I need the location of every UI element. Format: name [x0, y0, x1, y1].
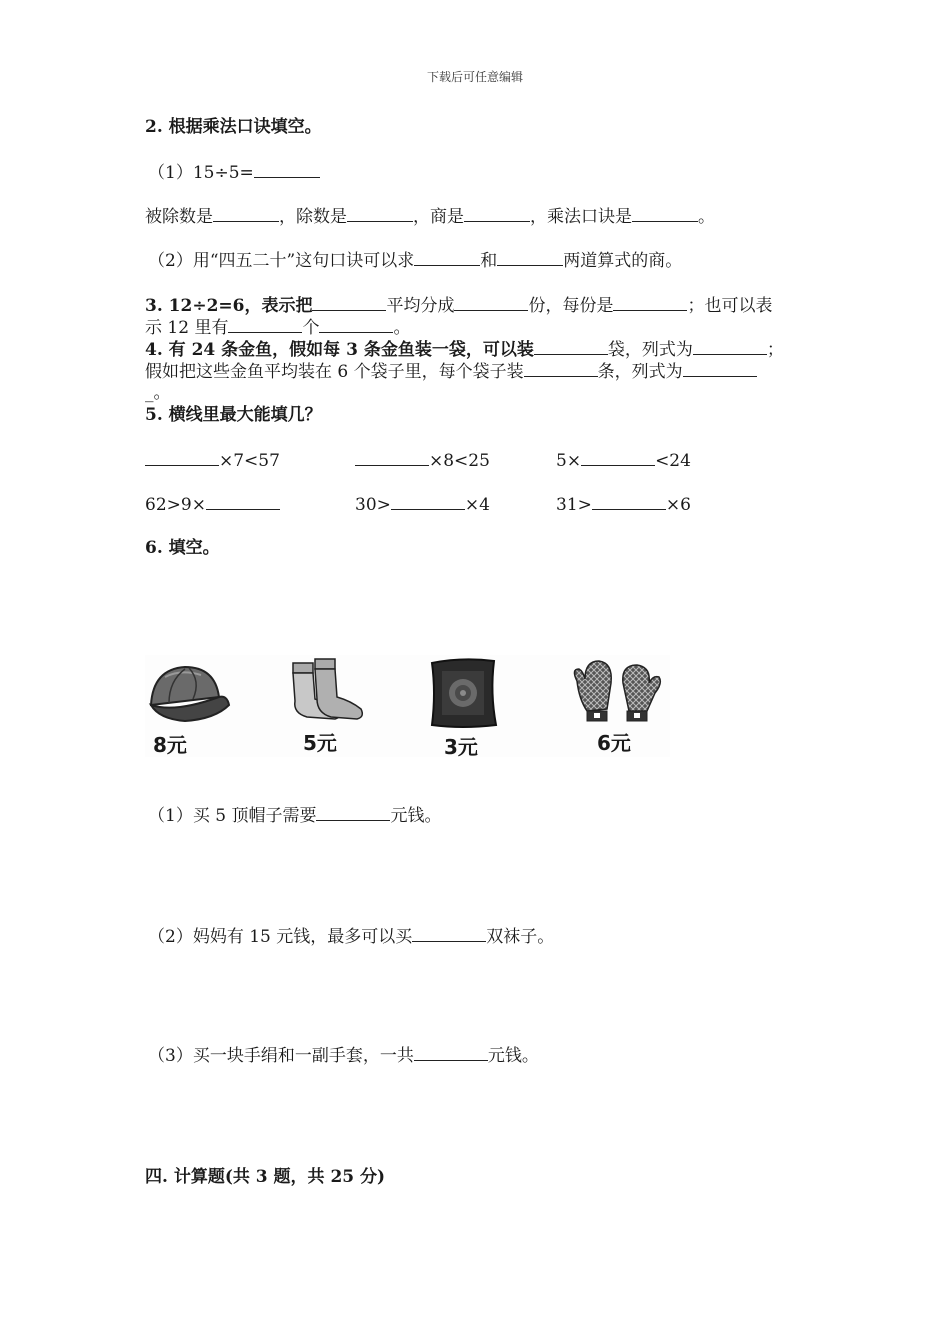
q4-blank-2[interactable] — [693, 338, 767, 355]
q4-text-3: ； — [766, 340, 784, 360]
q3-text-5: 示 12 里有 — [145, 318, 229, 338]
q6-sub2-blank[interactable] — [412, 925, 486, 942]
q2-part1-blank[interactable] — [254, 161, 320, 178]
q4-line1 — [145, 338, 784, 361]
page-header: 下载后可任意编辑 — [426, 70, 523, 84]
q4-text-1: 4. 有 24 条金鱼，假如每 3 条金鱼装一袋，可以装 — [145, 340, 534, 360]
q6-sub1-blank[interactable] — [316, 804, 390, 821]
q5-r1c2-blank[interactable] — [355, 449, 429, 466]
hat-item — [145, 655, 255, 757]
handkerchief-price: 3元 — [444, 735, 478, 759]
q5-r2c2-text-b: ×4 — [464, 495, 490, 515]
q5-r1c3-text-b: <24 — [655, 451, 691, 471]
q4-line2 — [145, 360, 757, 383]
q3-text-7: 。 — [393, 318, 411, 338]
q3-text-6: 个 — [302, 318, 320, 338]
q5-r1c3-blank[interactable] — [581, 449, 655, 466]
q2-fill-text-3: ，商是 — [413, 207, 464, 227]
blank-formula[interactable] — [632, 205, 698, 222]
q4-text-4: 假如把这些金鱼平均装在 6 个袋子里，每个袋子装 — [145, 362, 524, 382]
q5-r1c3 — [556, 449, 691, 472]
q5-r1c1 — [145, 449, 280, 472]
q6-sub3-text-2: 元钱。 — [487, 1046, 539, 1066]
q2-fill-text-2: ，除数是 — [279, 207, 347, 227]
q5-r2c1 — [145, 493, 280, 516]
q2-fill-text-4: ，乘法口诀是 — [530, 207, 632, 227]
q6-sub1-text-2: 元钱。 — [390, 806, 442, 826]
q2-fill-text-5: 。 — [698, 207, 715, 227]
q2-fill-text-1: 被除数是 — [145, 207, 213, 227]
q2-part2-text-2: 和 — [480, 251, 498, 271]
q2-part1-text: （1）15÷5= — [148, 163, 254, 183]
q4-blank-3[interactable] — [524, 360, 598, 377]
q5-r2c1-text: 62>9× — [145, 495, 206, 515]
q3-line2 — [145, 316, 410, 339]
q5-r2c3-text-a: 31> — [556, 495, 592, 515]
gloves-item — [567, 655, 677, 757]
q5-r2c2 — [355, 493, 490, 516]
q5-r2c3-text-b: ×6 — [665, 495, 691, 515]
blank-divisor[interactable] — [347, 205, 413, 222]
q5-title: 5. 横线里最大能填几？ — [145, 405, 322, 425]
q6-sub2-text-2: 双袜子。 — [486, 927, 555, 947]
blank-quotient[interactable] — [464, 205, 530, 222]
q2-title: 2. 根据乘法口诀填空。 — [145, 117, 322, 137]
q3-text-2: 平均分成 — [386, 296, 455, 316]
q5-r2c3 — [556, 493, 691, 516]
q3-text-1: 3. 12÷2=6，表示把 — [145, 296, 313, 316]
price-illustration — [145, 655, 670, 757]
q6-sub1-text-1: （1）买 5 顶帽子需要 — [148, 806, 317, 826]
socks-price: 5元 — [303, 731, 337, 755]
q2-part2 — [148, 249, 682, 272]
q3-line1 — [145, 294, 772, 317]
q4-text-2: 袋，列式为 — [607, 340, 693, 360]
q3-blank-1[interactable] — [312, 294, 386, 311]
q6-sub3-blank[interactable] — [414, 1044, 488, 1061]
socks-icon — [285, 655, 395, 727]
q3-blank-3[interactable] — [613, 294, 687, 311]
q3-blank-4[interactable] — [228, 316, 302, 333]
q3-blank-2[interactable] — [454, 294, 528, 311]
section-4-title: 四. 计算题(共 3 题，共 25 分) — [145, 1167, 386, 1187]
q2-fill-line — [145, 205, 715, 228]
q5-r1c2-text: ×8<25 — [429, 451, 490, 471]
q6-sub2-text-1: （2）妈妈有 15 元钱，最多可以买 — [148, 927, 413, 947]
gloves-icon — [567, 655, 677, 727]
q5-r1c1-blank[interactable] — [145, 449, 219, 466]
q5-r2c1-blank[interactable] — [206, 493, 280, 510]
q2-part2-text-1: （2）用“四五二十”这句口诀可以求 — [148, 251, 415, 271]
q4-blank-1[interactable] — [534, 338, 608, 355]
handkerchief-item — [428, 655, 538, 757]
q3-blank-5[interactable] — [319, 316, 393, 333]
handkerchief-icon — [428, 655, 538, 731]
q3-text-4: ；也可以表 — [687, 296, 773, 316]
q6-sub2 — [148, 925, 554, 948]
q2-part2-text-3: 两道算式的商。 — [563, 251, 683, 271]
q4-blank-4[interactable] — [683, 360, 757, 377]
q5-r1c3-text-a: 5× — [556, 451, 582, 471]
hat-price: 8元 — [153, 733, 187, 757]
q6-sub3 — [148, 1044, 539, 1067]
q3-text-3: 份，每份是 — [528, 296, 614, 316]
q2-part1 — [148, 161, 320, 184]
q6-title: 6. 填空。 — [145, 538, 220, 558]
q2-part2-blank-1[interactable] — [414, 249, 480, 266]
q6-sub1 — [148, 804, 441, 827]
blank-dividend[interactable] — [213, 205, 279, 222]
hat-icon — [145, 655, 255, 727]
q5-r2c2-blank[interactable] — [391, 493, 465, 510]
q2-part2-blank-2[interactable] — [497, 249, 563, 266]
socks-item — [285, 655, 395, 757]
q4-line3: _。 — [145, 383, 171, 403]
q6-sub3-text-1: （3）买一块手绢和一副手套，一共 — [148, 1046, 414, 1066]
q5-r2c2-text-a: 30> — [355, 495, 391, 515]
q5-r1c1-text: ×7<57 — [219, 451, 280, 471]
gloves-price: 6元 — [597, 731, 631, 755]
q5-r1c2 — [355, 449, 490, 472]
q4-text-5: 条，列式为 — [597, 362, 683, 382]
q5-r2c3-blank[interactable] — [592, 493, 666, 510]
